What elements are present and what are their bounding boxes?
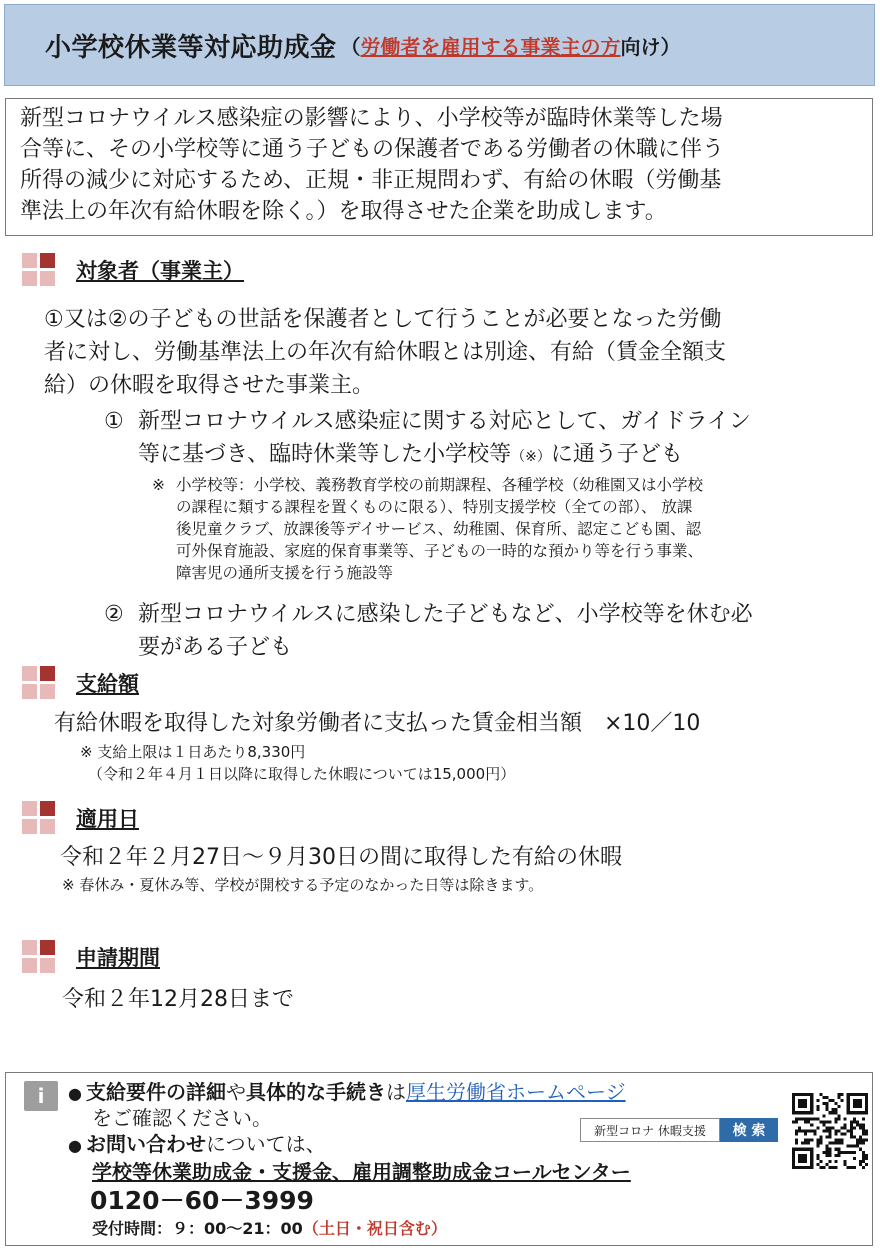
section-date-heading bbox=[22, 801, 139, 835]
target-line: ①又は②の子どもの世話を保護者として行うことが必要となった労働 bbox=[44, 307, 722, 332]
section-target-title: 対象者（事業主） bbox=[76, 259, 244, 283]
target-item-1 bbox=[104, 405, 751, 474]
item2-line: 要がある子ども bbox=[138, 635, 293, 660]
note-line: 小学校等：小学校、義務教育学校の前期課程、各種学校（幼稚園又は小学校 bbox=[176, 476, 704, 494]
amount-main: 有給休暇を取得した対象労働者に支払った賃金相当額 ×10／10 bbox=[54, 711, 701, 736]
amount-note-2: （令和２年４月１日以降に取得した休暇については15,000円） bbox=[88, 765, 516, 783]
period-main: 令和２年12月28日まで bbox=[62, 987, 294, 1012]
item1-line: 新型コロナウイルス感染症に関する対応として、ガイドライン bbox=[138, 409, 751, 434]
section-target-heading bbox=[22, 253, 244, 287]
section-period-title: 申請期間 bbox=[76, 946, 160, 970]
section-square-icon bbox=[22, 253, 56, 287]
section-amount-heading bbox=[22, 666, 139, 700]
bullet-icon: ● bbox=[68, 1136, 82, 1155]
info-line-2: をご確認ください。 bbox=[92, 1106, 272, 1130]
info-icon: i bbox=[24, 1081, 58, 1111]
item-number: ② bbox=[104, 602, 124, 627]
note-line: 後児童クラブ、放課後等デイサービス、幼稚園、保育所、認定こども園、認 bbox=[176, 520, 702, 538]
info-box bbox=[5, 1072, 873, 1246]
section-square-icon bbox=[22, 801, 56, 835]
date-main: 令和２年２月27日～９月30日の間に取得した有給の休暇 bbox=[60, 845, 622, 870]
intro-line: 合等に、その小学校等に通う子どもの保護者である労働者の休職に伴う bbox=[20, 137, 725, 162]
target-description bbox=[44, 303, 726, 402]
section-amount-title: 支給額 bbox=[76, 672, 139, 696]
page-title: 小学校休業等対応助成金 bbox=[45, 32, 337, 63]
search-box bbox=[580, 1118, 778, 1142]
title-paren-open: （ bbox=[340, 34, 361, 59]
note-line: 可外保育施設、家庭的保育事業等、子どもの一時的な預かり等を行う事業、 bbox=[176, 542, 704, 560]
amount-note-1: ※ 支給上限は１日あたり8,330円 bbox=[80, 743, 306, 761]
reception-hours: 受付時間：９：00～21：00（土日・祝日含む） bbox=[92, 1219, 447, 1238]
bullet-icon: ● bbox=[68, 1084, 82, 1103]
qr-code-icon[interactable] bbox=[792, 1093, 868, 1169]
note-line: の課程に類する課程を置くものに限る）、特別支援学校（全ての部）、 放課 bbox=[176, 498, 693, 516]
note-reference-mark: （※） bbox=[511, 449, 551, 465]
section-date-title: 適用日 bbox=[76, 807, 139, 831]
target-note bbox=[152, 474, 703, 584]
intro-line: 所得の減少に対応するため、正規・非正規問わず、有給の休暇（労働基 bbox=[20, 168, 722, 193]
title-audience bbox=[341, 31, 681, 60]
target-item-2 bbox=[104, 598, 753, 664]
search-input[interactable]: 新型コロナ 休暇支援 bbox=[580, 1118, 720, 1142]
target-line: 者に対し、労働基準法上の年次有給休暇とは別途、有給（賃金全額支 bbox=[44, 340, 727, 365]
target-line: 給）の休暇を取得させた事業主。 bbox=[44, 373, 375, 398]
section-period-heading bbox=[22, 940, 160, 974]
title-paren-tail: 向け） bbox=[620, 34, 681, 59]
note-line: 障害児の通所支援を行う施設等 bbox=[176, 564, 394, 582]
info-line-3: ● お問い合わせについては、 bbox=[68, 1131, 326, 1159]
intro-line: 準法上の年次有給休暇を除く。）を取得させた企業を助成します。 bbox=[20, 199, 667, 224]
intro-line: 新型コロナウイルス感染症の影響により、小学校等が臨時休業等した場 bbox=[20, 106, 723, 131]
info-line-1: ● 支給要件の詳細や具体的な手続きは厚生労働省ホームページ bbox=[68, 1079, 626, 1107]
section-square-icon bbox=[22, 940, 56, 974]
date-note: ※ 春休み・夏休み等、学校が開校する予定のなかった日等は除きます。 bbox=[62, 876, 544, 894]
item1-line-2: 等に基づき、臨時休業等した小学校等（※）に通う子ども bbox=[138, 442, 683, 467]
note-mark: ※ bbox=[152, 476, 165, 494]
section-square-icon bbox=[22, 666, 56, 700]
intro-box bbox=[5, 98, 873, 236]
title-bar bbox=[4, 4, 875, 86]
mhlw-homepage-link[interactable]: 厚生労働省ホームページ bbox=[406, 1080, 626, 1104]
item-number: ① bbox=[104, 409, 124, 434]
item2-line: 新型コロナウイルスに感染した子どもなど、小学校等を休む必 bbox=[138, 602, 753, 627]
call-center-name: 学校等休業助成金・支援金、雇用調整助成金コールセンター bbox=[92, 1160, 631, 1184]
title-audience-highlight: 労働者を雇用する事業主の方 bbox=[360, 34, 621, 59]
search-button[interactable]: 検 索 bbox=[720, 1118, 778, 1142]
phone-number[interactable]: 0120－60－3999 bbox=[90, 1186, 314, 1215]
